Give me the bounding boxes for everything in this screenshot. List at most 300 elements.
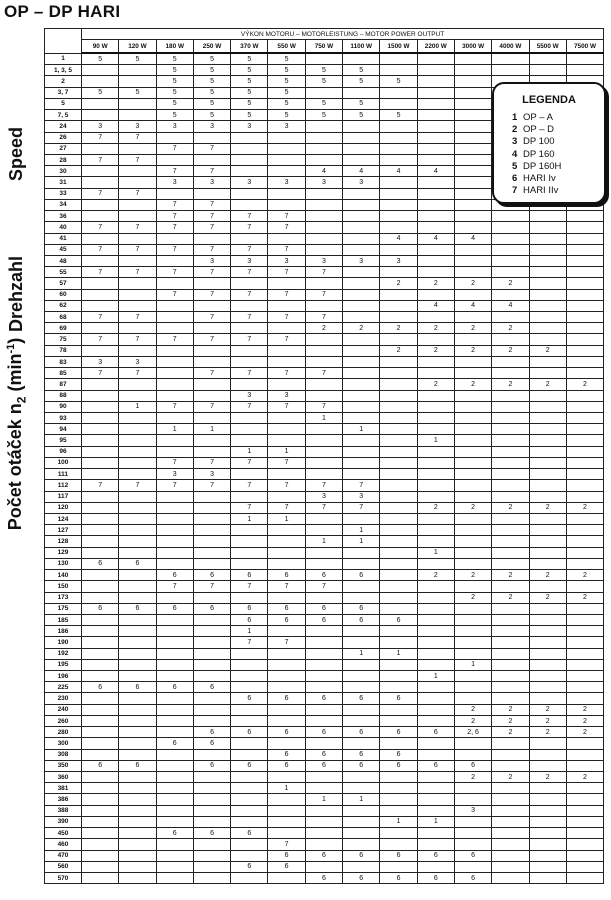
side-label-speed: Speed [6, 126, 26, 182]
table-cell [268, 188, 305, 199]
table-cell [380, 143, 417, 154]
table-cell: 6 [380, 614, 417, 625]
table-cell [268, 558, 305, 569]
table-cell [193, 502, 230, 513]
table-cell: 2 [380, 278, 417, 289]
table-cell [343, 513, 380, 524]
table-cell [156, 300, 193, 311]
table-cell [566, 435, 603, 446]
table-cell [231, 794, 268, 805]
speed-cell: 45 [45, 244, 82, 255]
column-header: 2200 W [417, 40, 454, 54]
table-cell [119, 65, 156, 76]
table-cell [492, 783, 529, 794]
table-cell: 5 [268, 65, 305, 76]
table-cell [231, 356, 268, 367]
table-cell [193, 783, 230, 794]
table-cell [380, 457, 417, 468]
table-cell: 4 [417, 300, 454, 311]
table-cell [380, 390, 417, 401]
table-cell [231, 872, 268, 883]
table-cell [417, 53, 454, 65]
table-cell [380, 154, 417, 165]
legend-label: DP 100 [523, 136, 555, 148]
table-cell: 4 [343, 166, 380, 177]
table-cell: 3 [193, 469, 230, 480]
table-cell [343, 469, 380, 480]
table-cell: 5 [119, 53, 156, 65]
table-cell [305, 424, 342, 435]
table-cell [529, 760, 566, 771]
table-cell [268, 525, 305, 536]
table-cell: 3 [193, 177, 230, 188]
table-cell [454, 738, 491, 749]
table-cell [417, 154, 454, 165]
table-cell [193, 558, 230, 569]
table-cell: 7 [193, 267, 230, 278]
table-cell [529, 390, 566, 401]
table-cell [156, 435, 193, 446]
table-cell [566, 334, 603, 345]
speed-cell: 196 [45, 671, 82, 682]
table-cell [417, 749, 454, 760]
table-row [45, 244, 604, 255]
table-cell [566, 872, 603, 883]
table-cell: 5 [193, 110, 230, 121]
table-cell [231, 435, 268, 446]
table-cell: 7 [82, 132, 119, 143]
table-cell: 2 [492, 323, 529, 334]
table-cell [417, 401, 454, 412]
table-row [45, 783, 604, 794]
table-cell [492, 648, 529, 659]
table-row [45, 457, 604, 468]
table-cell: 7 [119, 188, 156, 199]
table-cell [417, 480, 454, 491]
table-cell [156, 558, 193, 569]
table-cell [119, 413, 156, 424]
table-cell: 6 [82, 682, 119, 693]
table-cell [380, 682, 417, 693]
table-header-row [45, 29, 604, 40]
table-cell: 6 [305, 749, 342, 760]
table-cell: 6 [417, 872, 454, 883]
speed-cell: 48 [45, 255, 82, 266]
table-cell: 3 [305, 177, 342, 188]
table-cell [156, 356, 193, 367]
speed-cell: 1, 3, 5 [45, 65, 82, 76]
table-cell [343, 87, 380, 98]
table-cell [566, 446, 603, 457]
table-cell [119, 794, 156, 805]
table-cell: 1 [305, 413, 342, 424]
table-cell [529, 65, 566, 76]
table-cell [380, 525, 417, 536]
table-cell: 1 [305, 536, 342, 547]
table-cell [119, 143, 156, 154]
table-cell: 6 [268, 749, 305, 760]
table-cell: 6 [417, 727, 454, 738]
table-row [45, 749, 604, 760]
table-cell: 2 [492, 772, 529, 783]
table-cell: 7 [231, 401, 268, 412]
table-cell: 6 [343, 749, 380, 760]
table-row [45, 727, 604, 738]
table-row [45, 794, 604, 805]
table-cell [268, 132, 305, 143]
table-cell [156, 637, 193, 648]
table-cell [156, 132, 193, 143]
table-cell [119, 816, 156, 827]
table-cell [119, 772, 156, 783]
table-cell [566, 413, 603, 424]
table-cell [119, 446, 156, 457]
table-cell: 7 [193, 222, 230, 233]
table-cell [268, 547, 305, 558]
table-cell [454, 121, 491, 132]
legend-item [512, 161, 561, 173]
table-cell [492, 356, 529, 367]
table-cell: 7 [268, 368, 305, 379]
table-cell: 5 [268, 76, 305, 87]
table-cell [380, 772, 417, 783]
table-cell [566, 738, 603, 749]
table-cell: 6 [119, 603, 156, 614]
speed-cell: 34 [45, 199, 82, 210]
table-cell: 7 [82, 312, 119, 323]
table-cell [82, 693, 119, 704]
table-cell: 3 [268, 121, 305, 132]
table-cell [529, 547, 566, 558]
table-cell: 2 [566, 570, 603, 581]
table-cell: 3 [231, 177, 268, 188]
speed-cell: 24 [45, 121, 82, 132]
table-cell [82, 166, 119, 177]
table-cell [305, 839, 342, 850]
table-cell: 2 [566, 715, 603, 726]
table-cell [454, 143, 491, 154]
table-cell [380, 132, 417, 143]
table-cell [268, 323, 305, 334]
table-cell [193, 872, 230, 883]
column-header: 90 W [82, 40, 119, 54]
speed-cell: 260 [45, 715, 82, 726]
table-cell: 7 [193, 312, 230, 323]
table-cell [343, 368, 380, 379]
table-cell: 7 [305, 480, 342, 491]
table-cell [417, 289, 454, 300]
table-cell: 6 [343, 727, 380, 738]
table-cell [156, 626, 193, 637]
table-cell: 5 [305, 98, 342, 109]
table-cell [193, 704, 230, 715]
table-cell [417, 626, 454, 637]
table-cell: 7 [156, 166, 193, 177]
table-cell [380, 715, 417, 726]
table-cell [231, 154, 268, 165]
table-cell: 7 [268, 637, 305, 648]
table-cell: 6 [380, 872, 417, 883]
table-cell [454, 693, 491, 704]
table-cell [156, 839, 193, 850]
table-cell [529, 581, 566, 592]
table-cell [119, 379, 156, 390]
table-row [45, 413, 604, 424]
table-cell [82, 839, 119, 850]
table-cell [417, 457, 454, 468]
table-cell [82, 435, 119, 446]
table-cell [119, 469, 156, 480]
table-cell [492, 480, 529, 491]
table-cell [193, 491, 230, 502]
table-cell [417, 87, 454, 98]
table-row [45, 626, 604, 637]
table-cell [119, 323, 156, 334]
table-cell [193, 233, 230, 244]
table-cell: 2 [492, 570, 529, 581]
speed-cell: 388 [45, 805, 82, 816]
table-cell [343, 334, 380, 345]
table-cell: 6 [231, 861, 268, 872]
table-cell [193, 850, 230, 861]
table-cell [343, 715, 380, 726]
table-cell: 6 [156, 603, 193, 614]
table-cell: 5 [156, 98, 193, 109]
table-cell [492, 435, 529, 446]
table-row [45, 502, 604, 513]
table-cell: 2 [417, 323, 454, 334]
table-cell: 6 [193, 760, 230, 771]
table-cell [268, 536, 305, 547]
table-cell [343, 154, 380, 165]
table-cell: 2 [566, 379, 603, 390]
table-cell: 4 [417, 233, 454, 244]
table-cell [380, 558, 417, 569]
table-cell: 7 [305, 289, 342, 300]
table-cell [82, 626, 119, 637]
table-cell: 5 [231, 76, 268, 87]
table-cell [417, 659, 454, 670]
table-cell [268, 872, 305, 883]
table-row [45, 525, 604, 536]
table-row [45, 816, 604, 827]
table-cell [119, 424, 156, 435]
table-cell [529, 693, 566, 704]
table-cell [492, 626, 529, 637]
legend-key: 3 [512, 136, 518, 148]
legend-item [512, 149, 561, 161]
table-cell [454, 132, 491, 143]
table-cell [119, 671, 156, 682]
table-row [45, 536, 604, 547]
table-cell: 7 [82, 188, 119, 199]
table-cell [305, 435, 342, 446]
table-cell: 7 [156, 211, 193, 222]
table-cell [305, 211, 342, 222]
speed-cell: 350 [45, 760, 82, 771]
table-cell [343, 233, 380, 244]
table-cell [156, 872, 193, 883]
table-cell: 7 [231, 637, 268, 648]
table-cell [529, 671, 566, 682]
table-cell [156, 772, 193, 783]
table-cell [380, 121, 417, 132]
table-cell [454, 525, 491, 536]
table-cell [343, 53, 380, 65]
speed-cell: 112 [45, 480, 82, 491]
table-cell [268, 772, 305, 783]
table-cell [529, 289, 566, 300]
table-cell: 3 [156, 177, 193, 188]
table-cell: 5 [268, 53, 305, 65]
table-cell [380, 581, 417, 592]
speed-cell: 88 [45, 390, 82, 401]
table-row [45, 323, 604, 334]
table-cell: 7 [231, 334, 268, 345]
table-cell: 7 [268, 401, 305, 412]
table-cell [119, 110, 156, 121]
table-cell [305, 446, 342, 457]
table-cell [492, 368, 529, 379]
speed-cell: 33 [45, 188, 82, 199]
table-cell: 7 [82, 480, 119, 491]
table-cell [156, 715, 193, 726]
speed-cell: 308 [45, 749, 82, 760]
table-cell [380, 289, 417, 300]
speed-cell: 90 [45, 401, 82, 412]
table-cell [529, 435, 566, 446]
table-cell [454, 312, 491, 323]
legend-box [492, 82, 606, 204]
table-cell: 2 [529, 592, 566, 603]
table-cell [343, 244, 380, 255]
table-cell [193, 536, 230, 547]
table-cell [156, 390, 193, 401]
table-cell [156, 783, 193, 794]
table-cell [82, 278, 119, 289]
table-cell [119, 177, 156, 188]
speed-cell: 130 [45, 558, 82, 569]
side-label-pocet-unit-close: ) [5, 337, 25, 344]
table-cell: 2 [305, 323, 342, 334]
table-cell [492, 872, 529, 883]
table-cell [119, 614, 156, 625]
table-cell [343, 682, 380, 693]
table-cell [82, 424, 119, 435]
table-cell: 7 [156, 480, 193, 491]
table-cell [268, 435, 305, 446]
table-cell: 7 [268, 222, 305, 233]
table-cell [417, 648, 454, 659]
table-cell [82, 401, 119, 412]
table-cell [231, 738, 268, 749]
table-cell [454, 816, 491, 827]
table-cell [305, 704, 342, 715]
speed-cell: 195 [45, 659, 82, 670]
table-cell: 7 [231, 211, 268, 222]
table-cell [343, 401, 380, 412]
table-cell [417, 513, 454, 524]
table-row [45, 693, 604, 704]
table-cell: 6 [193, 828, 230, 839]
table-cell: 7 [268, 480, 305, 491]
table-cell: 7 [268, 502, 305, 513]
table-cell [82, 446, 119, 457]
table-cell [492, 760, 529, 771]
column-header: 120 W [119, 40, 156, 54]
table-cell [454, 244, 491, 255]
table-cell [566, 65, 603, 76]
table-cell [119, 693, 156, 704]
table-cell [305, 457, 342, 468]
table-cell: 6 [193, 738, 230, 749]
table-cell [417, 614, 454, 625]
table-cell: 6 [305, 570, 342, 581]
table-cell: 2 [529, 345, 566, 356]
table-cell: 7 [268, 457, 305, 468]
table-cell: 1 [417, 547, 454, 558]
table-cell: 5 [156, 53, 193, 65]
speed-column-header [45, 29, 82, 54]
table-cell: 5 [231, 98, 268, 109]
table-cell [566, 356, 603, 367]
speed-cell: 240 [45, 704, 82, 715]
table-cell: 7 [156, 581, 193, 592]
table-cell [454, 491, 491, 502]
table-cell: 2 [454, 345, 491, 356]
table-cell [82, 513, 119, 524]
table-cell [268, 738, 305, 749]
table-cell [268, 592, 305, 603]
table-cell [231, 839, 268, 850]
table-cell: 3 [82, 121, 119, 132]
table-cell [343, 222, 380, 233]
table-cell [566, 480, 603, 491]
table-cell: 1 [268, 783, 305, 794]
table-cell [380, 861, 417, 872]
table-cell: 2 [417, 502, 454, 513]
table-cell: 1 [380, 648, 417, 659]
table-cell [417, 390, 454, 401]
table-cell [566, 581, 603, 592]
table-cell [82, 704, 119, 715]
table-row [45, 233, 604, 244]
table-cell: 2 [492, 727, 529, 738]
table-cell [566, 345, 603, 356]
table-cell [380, 659, 417, 670]
table-cell: 5 [268, 98, 305, 109]
side-label-drehzahl: Drehzahl [6, 255, 26, 333]
table-cell [343, 446, 380, 457]
table-cell [193, 614, 230, 625]
table-cell: 1 [231, 626, 268, 637]
table-cell [454, 637, 491, 648]
table-cell [454, 603, 491, 614]
table-cell: 5 [231, 53, 268, 65]
table-cell [343, 211, 380, 222]
table-cell: 6 [343, 850, 380, 861]
table-cell: 2 [454, 570, 491, 581]
side-label-pocet [5, 329, 29, 539]
table-cell [380, 356, 417, 367]
table-cell [156, 760, 193, 771]
table-row [45, 390, 604, 401]
table-cell: 7 [193, 581, 230, 592]
table-cell [82, 390, 119, 401]
table-cell [268, 648, 305, 659]
table-cell [119, 704, 156, 715]
table-cell [343, 188, 380, 199]
